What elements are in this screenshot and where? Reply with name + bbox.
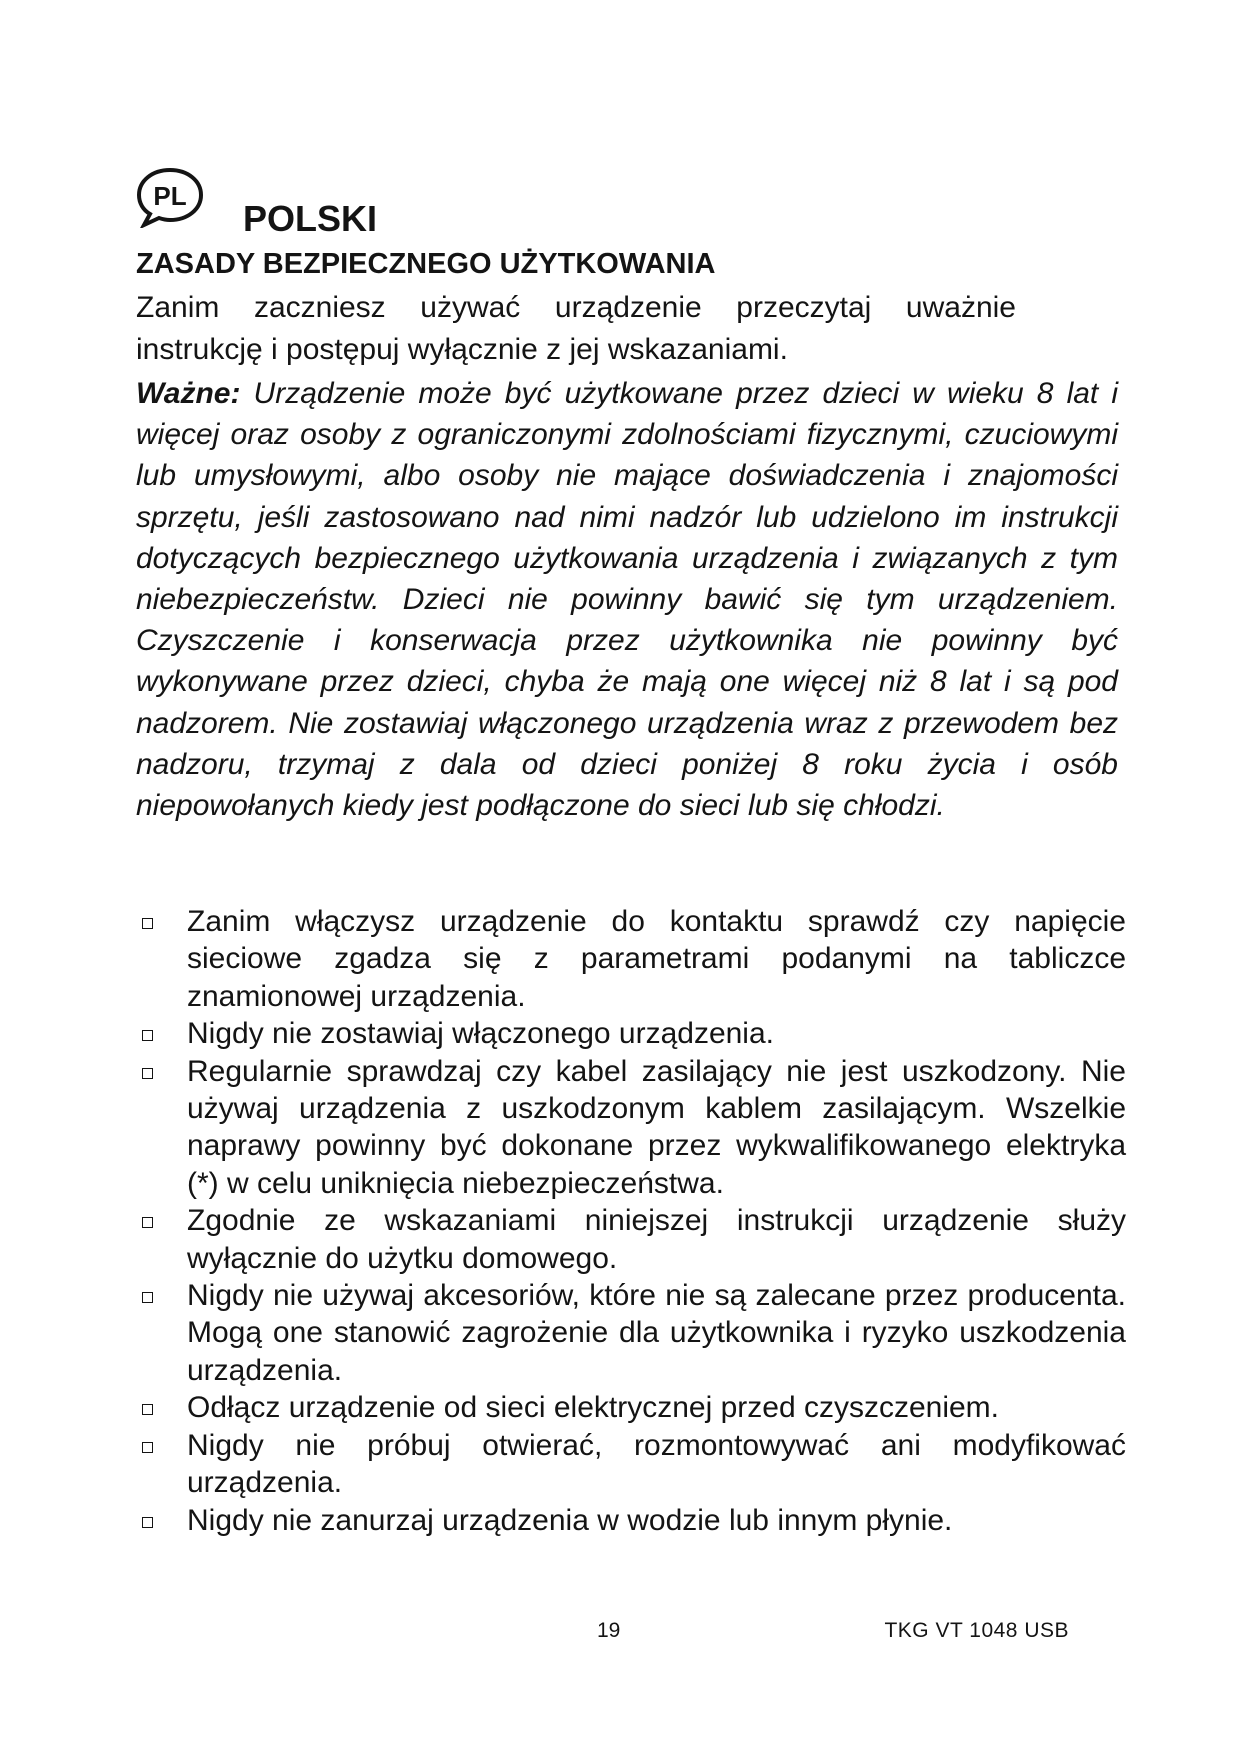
rule-item (136, 1015, 1126, 1052)
language-badge-text: PL (153, 181, 187, 211)
rule-item (136, 1389, 1126, 1426)
checkbox-bullet-icon (142, 1292, 153, 1303)
rule-text: Odłącz urządzenie od sieci elektrycznej przed czyszczeniem. (187, 1391, 1000, 1425)
rule-item (136, 1427, 1126, 1502)
language-title: POLSKI (243, 198, 378, 239)
checkbox-bullet-icon (142, 1517, 153, 1528)
checkbox-bullet-icon (142, 1068, 153, 1079)
warning-paragraph (136, 373, 1118, 826)
rule-item (136, 1053, 1126, 1203)
rule-text: Zgodnie ze wskazaniami niniejszej instrukcji urządzenie służy wyłącznie do użytku domowego. (187, 1204, 1126, 1275)
rule-item (136, 1202, 1126, 1277)
rule-item (136, 1277, 1126, 1389)
rule-text: Nigdy nie używaj akcesoriów, które nie są zalecane przez producenta. Mogą one stanowić zagrożenie dla użytkownika i ryzyko uszkodzenia urządzenia. (187, 1279, 1126, 1387)
page-number: 19 (597, 1619, 621, 1642)
rule-text: Regularnie sprawdzaj czy kabel zasilający nie jest uszkodzony. Nie używaj urządzenia z uszkodzonym kablem zasilającym. Wszelkie naprawy powinny być dokonane przez wykwalifikowanego elektryka (*) w celu uniknięcia niebezpieczeństwa. (187, 1054, 1126, 1200)
rule-text: Nigdy nie zanurzaj urządzenia w wodzie lub innym płynie. (187, 1503, 953, 1537)
safety-rules-list (136, 903, 1126, 1539)
checkbox-bullet-icon (142, 1442, 153, 1453)
checkbox-bullet-icon (142, 1030, 153, 1041)
warning-text: Urządzenie może być użytkowane przez dzieci w wieku 8 lat i więcej oraz osoby z ograniczonymi zdolnościami fizycznymi, czuciowymi lub umysłowymi, albo osoby nie mające doświadczenia i znajomości sprzętu, jeśli zastosowano nad nimi nadzór lub udzielono im instrukcji dotyczących bezpiecznego użytkowania urządzenia i związanych z tym niebezpieczeństw. Dzieci nie powinny bawić się tym urządzeniem. Czyszczenie i konserwacja przez użytkownika nie powinny być wykonywane przez dzieci, chyba że mają one więcej niż 8 lat i są pod nadzorem. Nie zostawiaj włączonego urządzenia wraz z przewodem bez nadzoru, trzymaj z dala od dzieci poniżej 8 roku życia i osób niepowołanych kiedy jest podłączone do sieci lub się chłodzi. (136, 377, 1118, 823)
rule-item (136, 903, 1126, 1015)
intro-paragraph: Zanim zaczniesz używać urządzenie przeczytaj uważnie instrukcję i postępuj wyłącznie z jej wskazaniami. (136, 291, 1016, 366)
language-badge-icon (135, 166, 205, 228)
warning-label: Ważne: (136, 377, 241, 410)
rule-text: Zanim włączysz urządzenie do kontaktu sprawdź czy napięcie sieciowe zgadza się z parametrami podanymi na tabliczce znamionowej urządzenia. (187, 905, 1126, 1013)
rule-item (136, 1502, 1126, 1539)
rule-text: Nigdy nie próbuj otwierać, rozmontowywać ani modyfikować urządzenia. (187, 1428, 1126, 1500)
model-name: TKG VT 1048 USB (884, 1619, 1069, 1642)
section-title: ZASADY BEZPIECZNEGO UŻYTKOWANIA (136, 248, 716, 280)
rule-text: Nigdy nie zostawiaj włączonego urządzenia. (187, 1017, 774, 1051)
checkbox-bullet-icon (142, 1217, 153, 1228)
checkbox-bullet-icon (142, 1404, 153, 1415)
checkbox-bullet-icon (142, 918, 153, 929)
